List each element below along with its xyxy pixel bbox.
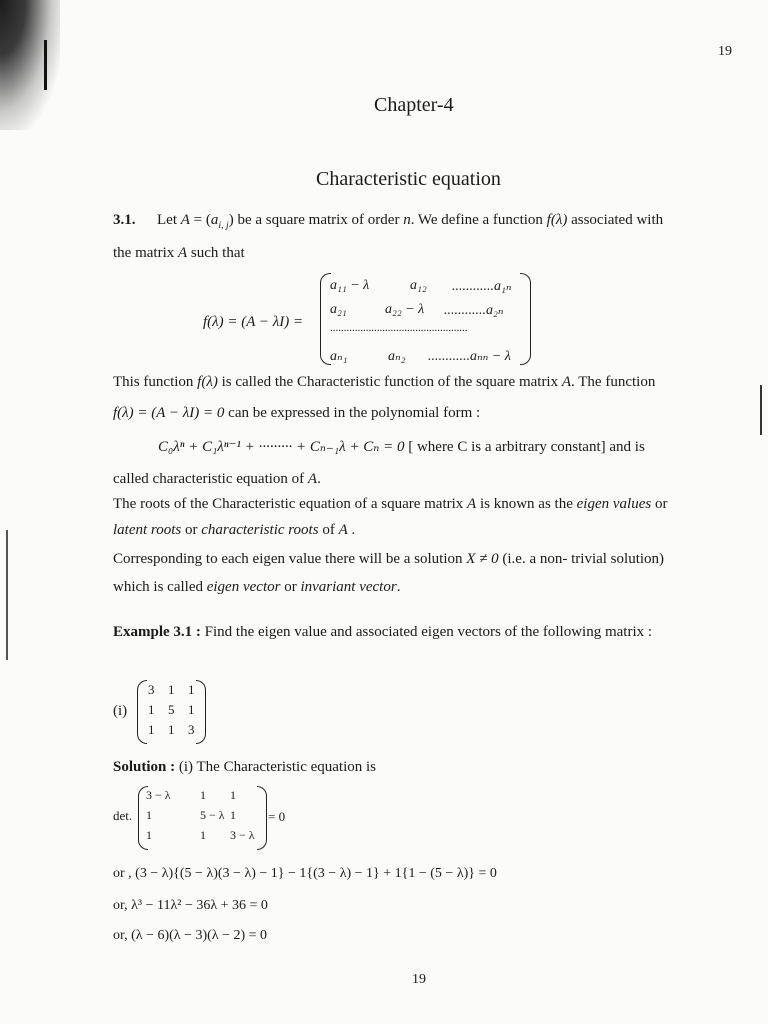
text: the matrix bbox=[113, 245, 178, 261]
matrix-cell: a₁₂ bbox=[410, 278, 427, 293]
example-text: Find the eigen value and associated eigen vectors of the following matrix : bbox=[200, 624, 653, 640]
text: . bbox=[396, 579, 401, 595]
matrix-cell: a₂₁ bbox=[330, 302, 347, 317]
right-mark bbox=[760, 385, 762, 435]
text: or bbox=[651, 496, 668, 512]
paragraph-line bbox=[113, 522, 355, 539]
matrix-cell: 1 bbox=[230, 808, 236, 822]
math-n: n bbox=[403, 212, 411, 228]
page-number-top: 19 bbox=[718, 44, 732, 59]
matrix-cell: ............aₙₙ − λ bbox=[428, 349, 511, 364]
term-latent-roots: latent roots bbox=[113, 522, 182, 538]
matrix-cell: 1 bbox=[148, 702, 155, 717]
matrix-cell: 1 bbox=[168, 682, 175, 697]
solution-step-2: or, λ³ − 11λ² − 36λ + 36 = 0 bbox=[113, 898, 268, 913]
paragraph-line bbox=[113, 579, 400, 596]
matrix-bracket-right bbox=[196, 680, 206, 744]
text: This function bbox=[113, 374, 198, 390]
term-eigen-vector: eigen vector bbox=[206, 579, 281, 595]
equals-zero: = 0 bbox=[268, 809, 286, 824]
paragraph-line bbox=[158, 437, 645, 456]
det-label: det. bbox=[113, 808, 133, 823]
matrix-bracket-right bbox=[520, 273, 531, 365]
term-eigen-values: eigen values bbox=[576, 496, 652, 512]
term-invariant-vector: invariant vector bbox=[300, 579, 397, 595]
text: . The function bbox=[571, 374, 656, 390]
text: = bbox=[189, 212, 206, 228]
scan-shadow bbox=[0, 0, 60, 130]
text: The roots of the Characteristic equation of a square matrix bbox=[113, 496, 468, 512]
page-number-bottom: 19 bbox=[412, 972, 426, 987]
section-intro-line-2 bbox=[113, 245, 245, 262]
text: be a square matrix of order bbox=[233, 212, 404, 228]
math-A: A bbox=[180, 212, 190, 228]
text: . bbox=[317, 471, 321, 487]
example-label: Example 3.1 : bbox=[113, 624, 201, 640]
chapter-heading: Chapter-4 bbox=[374, 94, 454, 116]
text: is called the Characteristic function of the square matrix bbox=[217, 374, 562, 390]
fdef-lhs: f(λ) = (A − λI) = bbox=[203, 314, 304, 330]
solution-step-3: or, (λ − 6)(λ − 3)(λ − 2) = 0 bbox=[113, 928, 268, 943]
paragraph-line bbox=[113, 551, 664, 568]
matrix-cell: a₁₁ − λ bbox=[330, 278, 370, 293]
matrix-cell: ............a₁ₙ bbox=[452, 279, 512, 294]
math-A: A bbox=[338, 522, 348, 538]
solution-label: Solution : bbox=[113, 759, 176, 775]
math-A: A bbox=[307, 471, 318, 487]
matrix-cell: 1 bbox=[168, 722, 175, 737]
text: of bbox=[318, 522, 339, 538]
term-characteristic-roots: characteristic roots bbox=[201, 522, 319, 538]
matrix-cell: ............a₂ₙ bbox=[444, 303, 504, 318]
section-intro-line-1 bbox=[113, 212, 663, 231]
matrix-cell: 1 bbox=[188, 702, 195, 717]
text: or bbox=[280, 579, 301, 595]
solution-heading bbox=[113, 759, 376, 776]
solution-text: (i) The Characteristic equation is bbox=[175, 759, 377, 775]
matrix-cell: 1 bbox=[146, 808, 152, 822]
paragraph-line bbox=[113, 374, 655, 391]
matrix-cell: 1 bbox=[230, 788, 236, 802]
text: or bbox=[181, 522, 202, 538]
math-A: A bbox=[467, 496, 477, 512]
text: Corresponding to each eigen value there will be a solution bbox=[113, 551, 467, 567]
matrix-cell: 3 − λ bbox=[146, 788, 171, 802]
math-f: f(λ) bbox=[197, 374, 218, 390]
section-number: 3.1. bbox=[113, 212, 136, 228]
math-A: A bbox=[177, 245, 188, 261]
text: which is called bbox=[113, 579, 207, 595]
text: associated with bbox=[567, 212, 664, 228]
paragraph-line bbox=[113, 405, 480, 422]
matrix-cell: 3 − λ bbox=[230, 828, 255, 842]
text: such that bbox=[187, 245, 245, 261]
text: (i.e. a non- trivial solution) bbox=[498, 551, 665, 567]
text: called characteristic equation of bbox=[113, 471, 308, 487]
text: [ where C is a arbitrary constant] and is bbox=[404, 439, 645, 455]
paragraph-line bbox=[113, 496, 667, 513]
matrix-cell: aₙ₂ bbox=[388, 349, 406, 364]
matrix-cell: 3 bbox=[188, 722, 195, 737]
matrix-notation: $(a_{i, j})$ bbox=[205, 212, 234, 231]
matrix-cell: 5 − λ bbox=[200, 808, 225, 822]
matrix-cell: 1 bbox=[200, 788, 206, 802]
matrix-cell: aₙ₁ bbox=[330, 349, 348, 364]
paragraph-line bbox=[113, 471, 321, 488]
matrix-cell: 1 bbox=[200, 828, 206, 842]
text: is known as the bbox=[476, 496, 577, 512]
math-A: A bbox=[561, 374, 572, 390]
polynomial-equation: C₀λⁿ + C₁λⁿ⁻¹ + ········· + Cₙ₋₁λ + Cₙ = 0 bbox=[158, 439, 405, 455]
scan-mark bbox=[44, 40, 47, 90]
matrix-dots-row: .................................................. bbox=[330, 322, 468, 334]
math-equation: f(λ) = (A − λI) = 0 bbox=[113, 405, 225, 421]
matrix-cell: 1 bbox=[188, 682, 195, 697]
matrix-bracket-left bbox=[137, 680, 147, 744]
text: Let bbox=[157, 212, 181, 228]
matrix-cell: a₂₂ − λ bbox=[385, 302, 425, 317]
matrix-cell: 1 bbox=[148, 722, 155, 737]
matrix-cell: 3 bbox=[148, 682, 155, 697]
example-item-label: (i) bbox=[113, 703, 128, 719]
matrix-bracket-right bbox=[257, 786, 267, 850]
text: can be expressed in the polynomial form : bbox=[224, 405, 481, 421]
math-x: X ≠ 0 bbox=[466, 551, 499, 567]
text: . bbox=[347, 522, 356, 538]
text: . We define a function bbox=[410, 212, 547, 228]
binding-mark bbox=[6, 530, 8, 660]
solution-step-1: or , (3 − λ){(5 − λ)(3 − λ) − 1} − 1{(3 − λ) − 1} + 1{1 − (5 − λ)} = 0 bbox=[113, 866, 497, 881]
section-title: Characteristic equation bbox=[316, 168, 501, 190]
matrix-cell: 1 bbox=[146, 828, 152, 842]
matrix-cell: 5 bbox=[168, 702, 175, 717]
math-f: f(λ) bbox=[546, 212, 568, 228]
example-heading bbox=[113, 624, 652, 641]
